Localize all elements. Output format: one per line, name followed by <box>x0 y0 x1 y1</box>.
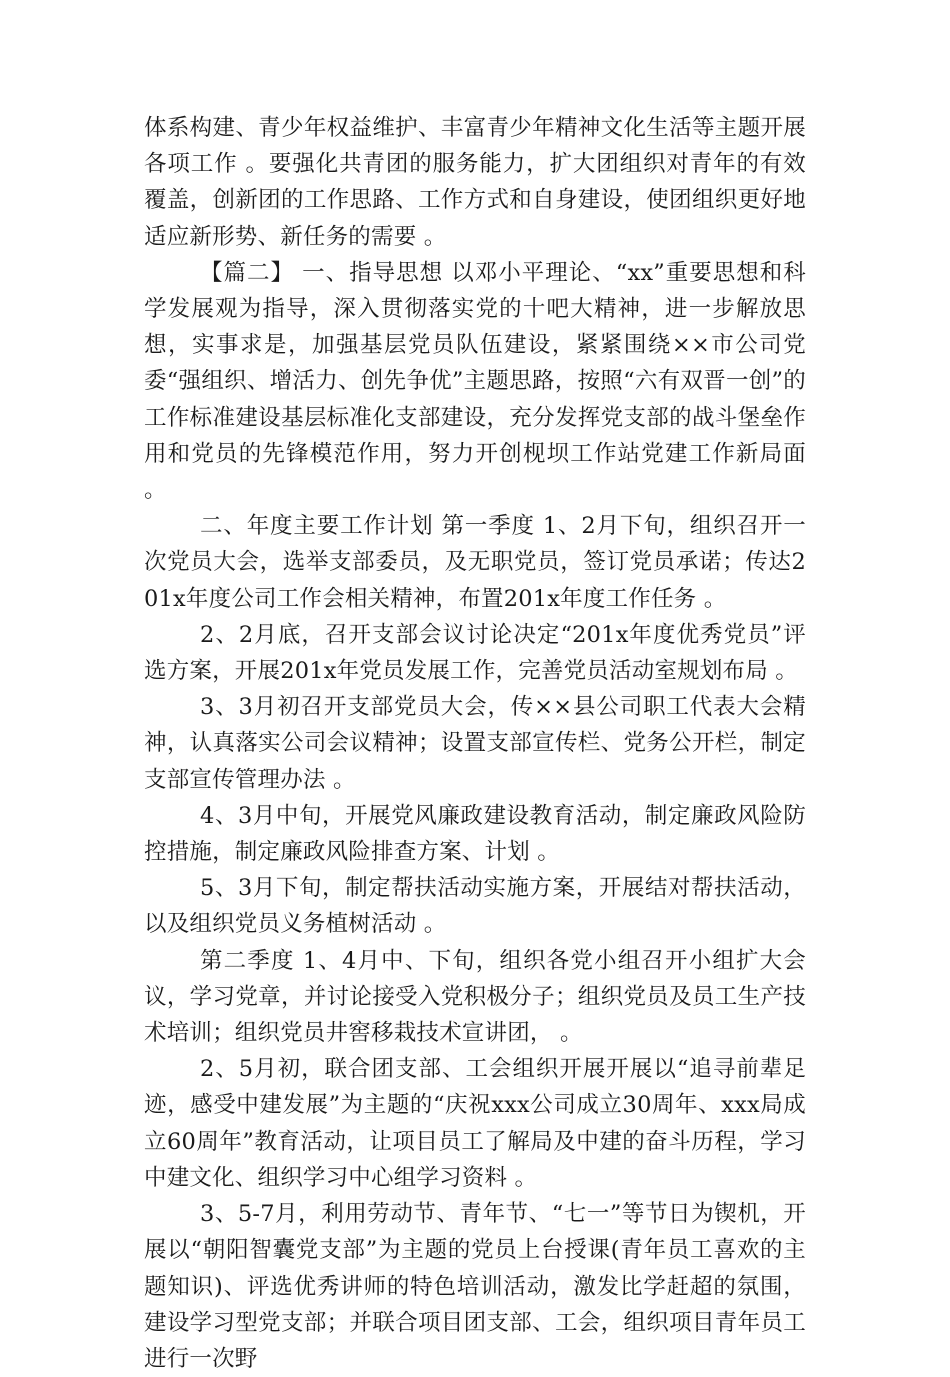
paragraph-8: 第二季度 1、4月中、下旬，组织各党小组召开小组扩大会议，学习党章，并讨论接受入党积极分子；组织党员及员工生产技术培训；组织党员井窖移栽技术宣讲团， 。 <box>144 947 806 1047</box>
paragraph-6: 4、3月中旬，开展党风廉政建设教育活动，制定廉政风险防控措施，制定廉政风险排查方案、计划 。 <box>144 802 806 866</box>
paragraph-1: 体系构建、青少年权益维护、丰富青少年精神文化生活等主题开展各项工作 。要强化共青团的服务能力，扩大团组织对青年的有效覆盖，创新团的工作思路、工作方式和自身建设，使团组织更好地适应新形势、新任务的需要 。 <box>144 115 806 250</box>
paragraph-5: 3、3月初召开支部党员大会，传××县公司职工代表大会精神，认真落实公司会议精神；设置支部宣传栏、党务公开栏，制定支部宣传管理办法 。 <box>144 694 806 793</box>
paragraph-2: 【篇二】 一、指导思想 以邓小平理论、“xx”重要思想和科学发展观为指导，深入贯彻落实党的十吧大精神，进一步解放思想，实事求是，加强基层党员队伍建设，紧紧围绕××市公司党委“强组织、增活力、创先争优”主题思路，按照“六有双晋一创”的工作标准建设基层标准化支部建设，充分发挥党支部的战斗堡垒作用和党员的先锋模范作用，努力开创枧坝工作站党建工作新局面 。 <box>144 259 806 504</box>
paragraph-7: 5、3月下旬，制定帮扶活动实施方案，开展结对帮扶活动，以及组织党员义务植树活动 。 <box>144 875 806 938</box>
paragraph-4: 2、2月底，召开支部会议讨论决定“201x年度优秀党员”评选方案，开展201x年党员发展工作，完善党员活动室规划布局 。 <box>144 621 806 685</box>
document-body <box>144 110 806 1377</box>
paragraph-3: 二、年度主要工作计划 第一季度 1、2月下旬，组织召开一次党员大会，选举支部委员，及无职党员，签订党员承诺；传达201x年度公司工作会相关精神，布置201x年度工作任务 。 <box>144 513 806 612</box>
paragraph-10: 3、5-7月，利用劳动节、青年节、“七一”等节日为锲机，开展以“朝阳智囊党支部”为主题的党员上台授课(青年员工喜欢的主题知识)、评选优秀讲师的特色培训活动，激发比学赶超的氛围，建设学习型党支部；并联合项目团支部、工会，组织项目青年员工进行一次野 <box>144 1201 806 1372</box>
paragraph-9: 2、5月初，联合团支部、工会组织开展开展以“追寻前辈足迹，感受中建发展”为主题的“庆祝xxx公司成立30周年、xxx局成立60周年”教育活动，让项目员工了解局及中建的奋斗历程，学习中建文化、组织学习中心组学习资料 。 <box>144 1056 806 1191</box>
